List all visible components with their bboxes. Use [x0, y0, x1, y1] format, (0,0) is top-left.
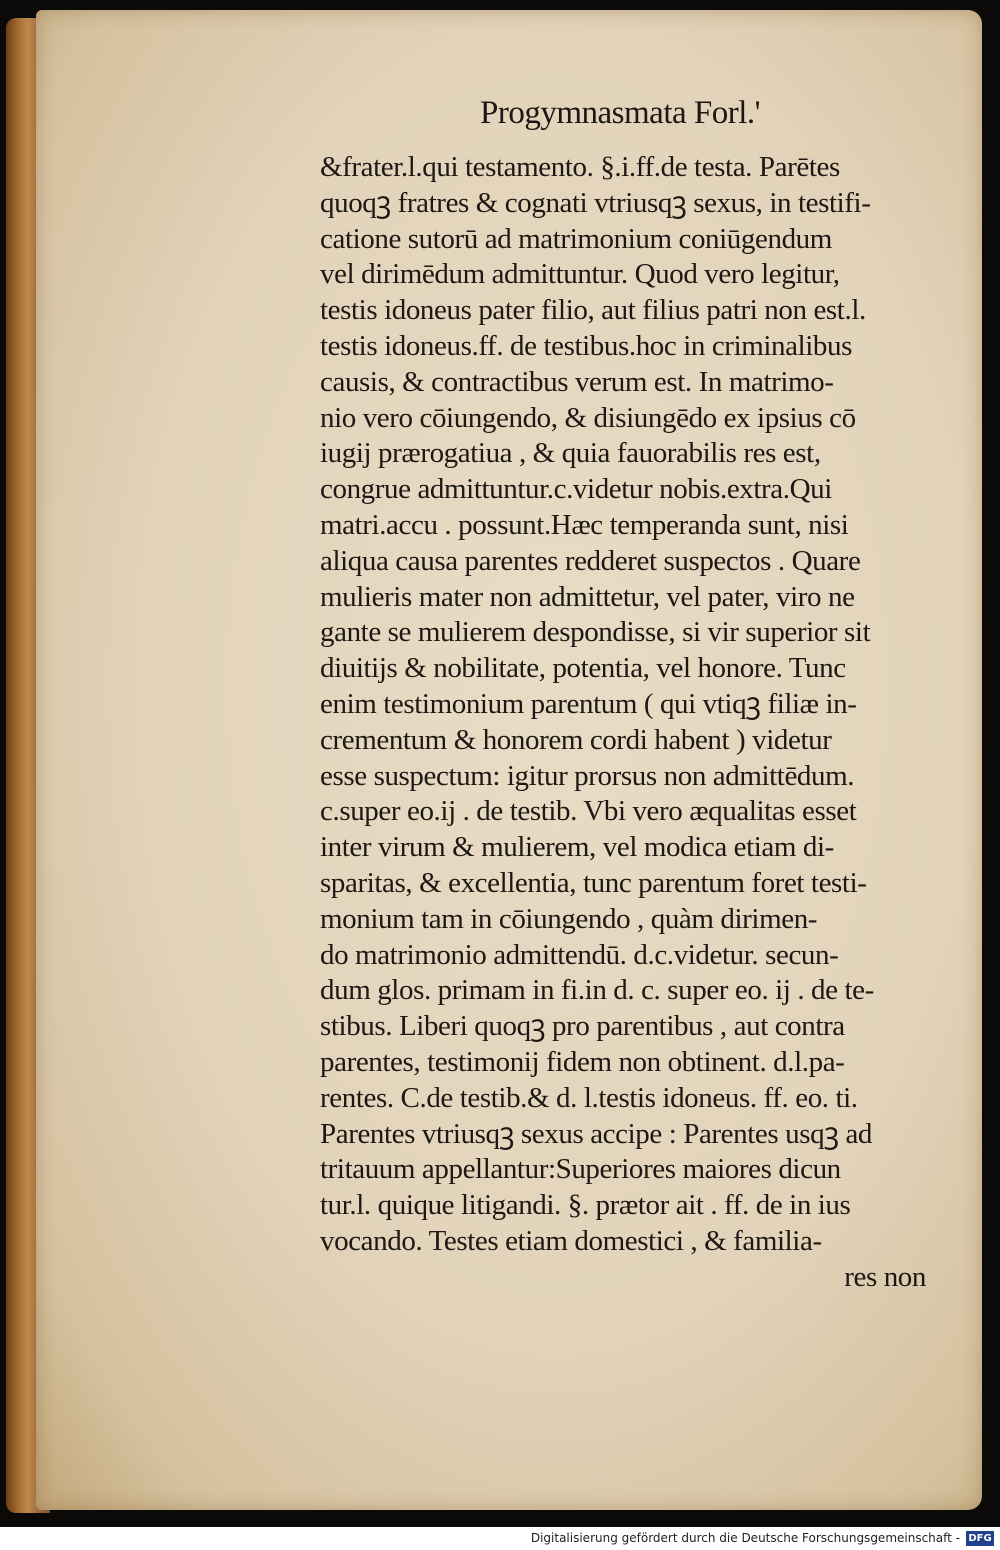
dfg-logo: DFG	[966, 1531, 994, 1546]
text-line: matri.accu . possunt.Hæc temperanda sunt, nisi	[320, 508, 849, 541]
footer-credit: Digitalisierung gefördert durch die Deutsche Forschungsgemeinschaft -	[530, 1531, 960, 1545]
text-line: mulieris mater non admittetur, vel pater, viro ne	[320, 580, 855, 613]
text-line: testis idoneus.ff. de testibus.hoc in criminalibus	[320, 329, 853, 362]
text-line: dum glos. primam in fi.in d. c. super eo. ij . de te-	[320, 974, 874, 1007]
catchword: res non	[844, 1260, 926, 1293]
text-line: catione sutorū ad matrimonium coniūgendum	[320, 222, 832, 255]
text-line: enim testimonium parentum ( qui vtiqꝫ filiæ in-	[320, 687, 857, 720]
text-line: gante se mulierem despondisse, si vir superior sit	[320, 616, 871, 649]
text-line: inter virum & mulierem, vel modica etiam di-	[320, 831, 834, 864]
text-line: rentes. C.de testib.& d. l.testis idoneus. ff. eo. ti.	[320, 1081, 858, 1114]
text-line: iugij prærogatiua , & quia fauorabilis res est,	[320, 437, 821, 470]
running-header: Progymnasmata Forl.'	[480, 95, 761, 131]
text-line: &frater.l.qui testamento. §.i.ff.de testa. Parētes	[320, 151, 840, 183]
text-line: vel dirimēdum admittuntur. Quod vero legitur,	[320, 258, 840, 291]
text-line: monium tam in cōiungendo , quàm dirimen-	[320, 902, 818, 935]
text-line: parentes, testimonij fidem non obtinent. d.l.pa-	[320, 1045, 845, 1078]
text-line: c.super eo.ij . de testib. Vbi vero æqualitas esset	[320, 795, 857, 828]
text-line: esse suspectum: igitur prorsus non admittēdum.	[320, 759, 855, 792]
text-line: vocando. Testes etiam domestici , & familia-	[320, 1224, 822, 1257]
text-line: quoqꝫ fratres & cognati vtriusqꝫ sexus, in testifi-	[320, 186, 871, 219]
text-block	[320, 150, 940, 1296]
text-line: causis, & contractibus verum est. In matrimo-	[320, 365, 834, 398]
text-line: sparitas, & excellentia, tunc parentum foret testi-	[320, 866, 867, 899]
text-line: Parentes vtriusqꝫ sexus accipe : Parentes usqꝫ ad	[320, 1117, 873, 1150]
text-line: do matrimonio admittendū. d.c.videtur. secun-	[320, 938, 839, 971]
text-line: stibus. Liberi quoqꝫ pro parentibus , aut contra	[320, 1010, 845, 1043]
text-line: congrue admittuntur.c.videtur nobis.extra.Qui	[320, 473, 832, 506]
text-line: tur.l. quique litigandi. §. prætor ait . ff. de in ius	[320, 1189, 851, 1222]
text-line: diuitijs & nobilitate, potentia, vel honore. Tunc	[320, 652, 846, 685]
footer-bar	[0, 1527, 1000, 1550]
text-line: tritauum appellantur:Superiores maiores dicun	[320, 1153, 841, 1186]
text-line: nio vero cōiungendo, & disiungēdo ex ipsius cō	[320, 401, 856, 434]
text-line: aliqua causa parentes redderet suspectos . Quare	[320, 544, 861, 577]
text-line: crementum & honorem cordi habent ) videtur	[320, 723, 832, 756]
text-line: testis idoneus pater filio, aut filius patri non est.l.	[320, 294, 866, 327]
